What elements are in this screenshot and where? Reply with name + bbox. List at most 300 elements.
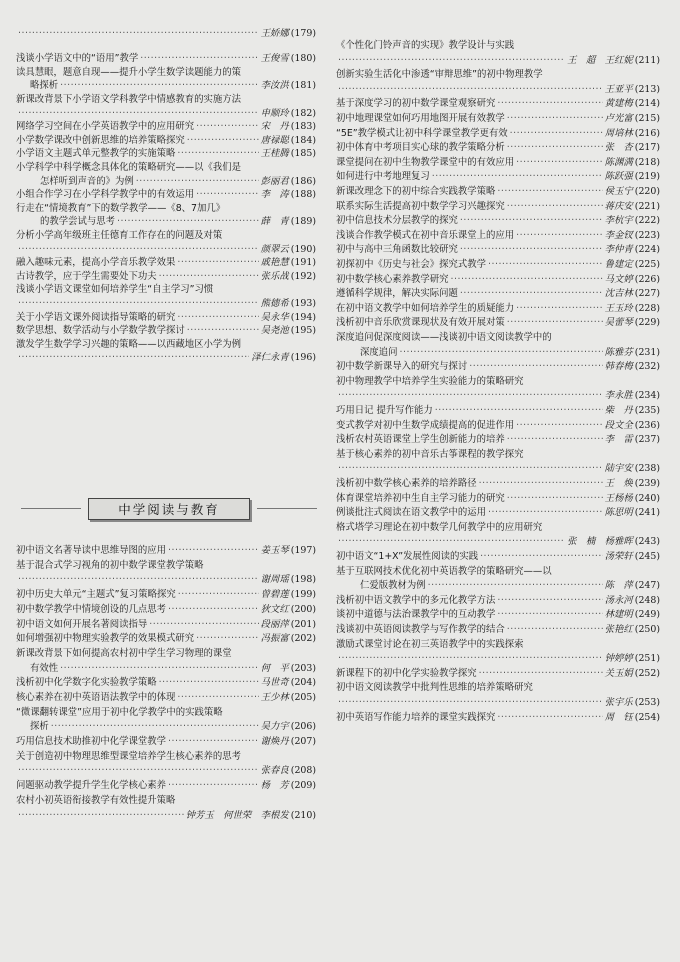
toc-entry	[336, 507, 660, 519]
entry-author: 姜玉琴	[260, 545, 289, 556]
entry-title: 浅谈小学语文中的“语用”教学	[16, 53, 139, 65]
dot-leader	[479, 668, 603, 680]
toc-line	[336, 288, 660, 300]
entry-title: 初中语文阅读教学中批判性思维的培养策略研究	[336, 682, 533, 694]
entry-title: 关于小学语文课外阅读指导策略的研究	[16, 311, 176, 323]
toc-entry	[16, 230, 316, 256]
entry-page: (204)	[290, 677, 316, 689]
entry-author: 颜翠云	[260, 243, 289, 255]
dot-leader	[196, 121, 259, 133]
dot-leader	[51, 721, 259, 733]
dot-leader	[435, 405, 603, 417]
toc-line	[336, 215, 660, 227]
toc-line	[16, 94, 316, 106]
entry-author: 王玉玲	[604, 302, 633, 314]
entry-author: 李永胜	[604, 390, 633, 402]
entry-title: 新课程下的初中化学实验教学探究	[336, 667, 477, 679]
dot-leader	[451, 274, 603, 286]
entry-author: 李金钗	[604, 229, 633, 241]
toc-line	[16, 148, 316, 160]
entry-page: (224)	[634, 244, 660, 256]
toc-entry	[16, 751, 316, 778]
entry-title: 小学科学中科学概念具体化的策略研究——以《我们是	[16, 162, 242, 173]
toc-line	[336, 390, 660, 402]
toc-line	[16, 325, 316, 337]
dot-leader	[168, 545, 259, 557]
entry-page: (199)	[290, 589, 316, 601]
entry-title: 融入趣味元素，提高小学音乐教学效果	[16, 257, 176, 269]
entry-page: (195)	[290, 325, 316, 337]
toc-line	[336, 230, 660, 242]
entry-title: “微课翻转课堂”应用于初中化学教学中的实践策略	[16, 706, 223, 718]
entry-title: 联系实际生活提高初中数学学习兴趣探究	[336, 200, 505, 212]
toc-entry	[16, 545, 316, 557]
entry-title: 初中数学新课导入的研究与探讨	[336, 361, 468, 373]
toc-line	[16, 736, 316, 748]
dot-leader	[140, 53, 258, 65]
entry-title: 农村小初英语衔接教学有效性提升策略	[16, 794, 176, 806]
dot-leader	[507, 113, 603, 125]
entry-author: 李杭宇	[604, 215, 633, 227]
dot-leader	[168, 736, 259, 748]
entry-author: 李 涛	[260, 189, 289, 201]
toc-line	[16, 135, 316, 147]
entry-author: 曾碧莲	[260, 589, 289, 601]
dot-leader	[338, 84, 603, 96]
entry-page: (216)	[634, 127, 660, 139]
toc-line	[16, 189, 316, 201]
entry-title: 初中信息技术分层教学的探究	[336, 215, 458, 227]
entry-page: (190)	[290, 243, 316, 255]
toc-entry	[16, 692, 316, 704]
toc-entry	[16, 707, 316, 734]
toc-entry	[336, 157, 660, 169]
entry-title: 初中与高中三角函数比较研究	[336, 244, 458, 256]
entry-page: (253)	[634, 696, 660, 708]
dot-leader	[18, 810, 184, 822]
toc-entry	[16, 26, 316, 40]
entry-author: 王俊雪	[260, 53, 289, 65]
toc-line	[336, 201, 660, 213]
entry-page: (241)	[634, 507, 660, 519]
toc-entry	[336, 128, 660, 140]
entry-author: 王少林	[260, 692, 289, 703]
entry-page: (231)	[634, 346, 660, 358]
entry-title: 在初中语文教学中如何培养学生的质疑能力	[336, 302, 515, 314]
toc-line	[16, 162, 316, 174]
toc-entry	[16, 780, 316, 792]
toc-entry	[16, 189, 316, 201]
toc-entry	[16, 339, 316, 365]
toc-entry	[16, 203, 316, 229]
toc-line	[16, 692, 316, 704]
entry-page: (189)	[290, 216, 316, 228]
entry-title: 基于混合式学习视角的初中数学课堂教学策略	[16, 559, 204, 571]
entry-page: (198)	[290, 574, 316, 586]
entry-page: (221)	[634, 200, 660, 212]
entry-author: 陈雅芬	[604, 346, 633, 358]
toc-entry	[336, 361, 660, 373]
dot-leader	[196, 189, 259, 201]
entry-author: 卢光富	[604, 113, 633, 124]
entry-page: (203)	[290, 662, 316, 674]
entry-title: 读具慧眼，题意自现——提升小学生数学读题能力的策	[16, 66, 242, 78]
dot-leader	[177, 257, 258, 269]
toc-entry	[336, 40, 660, 67]
entry-page: (191)	[290, 257, 316, 269]
entry-title: “5E”教学模式让初中科学课堂教学更有效	[336, 127, 508, 139]
toc-line	[336, 682, 660, 694]
entry-author: 周 钰	[604, 711, 633, 723]
entry-page: (182)	[290, 107, 316, 119]
entry-author: 吴力宇	[260, 721, 289, 733]
entry-author: 沈吉林	[604, 288, 633, 300]
toc-entry	[336, 201, 660, 213]
entry-title: 《个性化门铃声音的实现》教学设计与实践	[336, 40, 515, 51]
dot-leader	[480, 551, 603, 563]
entry-author: 段丽萍	[260, 618, 289, 630]
entry-page: (219)	[634, 171, 660, 183]
toc-entry	[336, 712, 660, 724]
toc-line	[336, 434, 660, 446]
dot-leader	[428, 580, 603, 592]
toc-line	[16, 352, 316, 364]
dot-leader	[18, 298, 259, 310]
toc-entry	[336, 566, 660, 593]
entry-page: (181)	[290, 80, 316, 92]
entry-author: 关玉娟	[604, 667, 633, 679]
toc-line	[16, 53, 316, 65]
entry-title: 初中体育中考项目实心球的教学策略分析	[336, 142, 505, 154]
dot-leader	[460, 288, 603, 300]
toc-entry	[336, 142, 660, 154]
entry-page: (220)	[634, 186, 660, 197]
toc-entry	[336, 668, 660, 680]
entry-page: (249)	[634, 609, 660, 621]
toc-entry	[336, 186, 660, 198]
entry-page: (243)	[634, 536, 660, 548]
dot-leader	[516, 157, 603, 169]
entry-title: 浅谈初中英语阅读教学与写作教学的结合	[336, 624, 505, 635]
entry-title: 浅析初中语文教学中的多元化教学方法	[336, 594, 496, 606]
toc-line	[16, 257, 316, 269]
entry-author: 唐禄聪	[260, 134, 289, 146]
entry-page: (239)	[634, 478, 660, 489]
entry-title: 巧用日记 提升写作能力	[336, 405, 433, 416]
dot-leader	[338, 55, 565, 67]
toc-entry	[336, 609, 660, 621]
entry-title: 巧用信息技术助推初中化学课堂教学	[16, 736, 167, 748]
toc-entry	[336, 98, 660, 110]
entry-title: 例谈批注式阅读在语文教学中的运用	[336, 507, 487, 519]
toc-line	[336, 551, 660, 563]
toc-line	[336, 274, 660, 286]
dot-leader	[18, 244, 259, 256]
toc-entry	[336, 259, 660, 271]
entry-title: 初中历史大单元“主题式”复习策略探究	[16, 589, 176, 601]
entry-title: 的教学尝试与思考	[40, 216, 116, 228]
toc-entry	[336, 274, 660, 286]
dot-leader	[338, 390, 603, 402]
entry-title: 问题驱动教学提升学生化学核心素养	[16, 780, 167, 792]
entry-page: (252)	[634, 667, 660, 679]
entry-title: 小组合作学习在小学科学教学中的有效运用	[16, 189, 195, 201]
toc-line	[16, 648, 316, 660]
entry-author: 汤永河	[604, 594, 633, 606]
toc-line	[16, 244, 316, 256]
entry-title: 新课改背景下小学语文学科教学中情感教育的实施方法	[16, 94, 242, 105]
toc-line	[336, 40, 660, 52]
entry-author: 张乐战	[260, 270, 289, 282]
toc-line	[336, 478, 660, 490]
entry-page: (186)	[290, 175, 316, 187]
entry-page: (185)	[290, 148, 316, 160]
toc-line	[336, 69, 660, 81]
entry-title: 浅析初中化学数字化实验教学策略	[16, 677, 157, 689]
entry-title: 初中数学教学中情境创设的几点思考	[16, 603, 167, 615]
toc-entry	[336, 434, 660, 446]
toc-entry	[16, 121, 316, 133]
toc-line	[336, 536, 660, 548]
entry-author: 申顺玲	[260, 107, 289, 119]
entry-page: (194)	[290, 311, 316, 323]
toc-line	[336, 449, 660, 461]
entry-author: 吴永华	[260, 311, 289, 323]
toc-line	[336, 186, 660, 198]
dot-leader	[507, 201, 603, 213]
entry-page: (235)	[634, 405, 660, 416]
toc-entry	[16, 53, 316, 65]
entry-author: 陈思明	[604, 507, 633, 519]
dot-leader	[338, 653, 603, 665]
toc-line	[336, 507, 660, 519]
entry-page: (234)	[634, 390, 660, 402]
entry-page: (210)	[290, 809, 316, 821]
toc-line	[16, 604, 316, 616]
entry-author: 林建明	[604, 609, 633, 621]
dot-leader	[177, 148, 258, 160]
toc-line	[336, 303, 660, 315]
toc-entry	[16, 604, 316, 616]
toc-line	[16, 28, 316, 40]
entry-page: (227)	[634, 288, 660, 300]
dot-leader	[168, 780, 259, 792]
toc-entry	[336, 478, 660, 490]
entry-author: 马世奇	[260, 677, 289, 689]
entry-title: 遵循科学规律，解决实际问题	[336, 288, 458, 300]
toc-entry	[16, 619, 316, 631]
entry-title: 深度追问促深度阅读——浅谈初中语文阅读教学中的	[336, 332, 552, 343]
toc-line	[16, 633, 316, 645]
entry-author: 熊德希	[260, 297, 289, 309]
entry-author: 王亚平	[604, 83, 633, 95]
section-heading	[88, 498, 250, 520]
entry-page: (218)	[634, 156, 660, 168]
entry-title: 激励式课堂讨论在初三英语教学中的实践探索	[336, 638, 524, 650]
toc-line	[16, 560, 316, 572]
dot-leader	[18, 108, 259, 120]
toc-line	[336, 463, 660, 475]
dot-leader	[177, 692, 258, 704]
entry-title: 如何进行中考地理复习	[336, 171, 430, 183]
toc-entry	[16, 795, 316, 822]
entry-title: 基于互联网技术优化初中英语教学的策略研究——以	[336, 565, 552, 577]
entry-page: (223)	[634, 229, 660, 241]
toc-line	[336, 98, 660, 110]
toc-line	[336, 420, 660, 432]
entry-title: 行走在“情境教育”下的数学教学——《8、7加几》	[16, 202, 226, 214]
toc-line	[336, 171, 660, 183]
toc-line	[336, 84, 660, 96]
entry-author: 李汝洪	[260, 80, 289, 92]
entry-title: 初中语文名著导读中思维导图的应用	[16, 545, 167, 556]
entry-page: (248)	[634, 594, 660, 606]
entry-author: 吴尧池	[260, 325, 289, 337]
entry-page: (179)	[290, 27, 316, 39]
toc-entry	[16, 633, 316, 645]
dot-leader	[18, 28, 259, 40]
entry-page: (211)	[634, 54, 660, 66]
toc-line	[16, 619, 316, 631]
toc-entry	[336, 69, 660, 96]
entry-page: (192)	[290, 270, 316, 282]
toc-line	[16, 298, 316, 310]
toc-entry	[336, 493, 660, 505]
entry-title: 初中语文如何开展名著阅读指导	[16, 618, 148, 630]
toc-entry	[336, 215, 660, 227]
entry-title: 小学语文主题式单元整教学的实施策略	[16, 148, 176, 160]
dot-leader	[60, 663, 259, 675]
toc-line	[336, 639, 660, 651]
toc-entry	[16, 312, 316, 324]
toc-line	[16, 751, 316, 763]
toc-line	[336, 347, 660, 359]
toc-line	[336, 128, 660, 140]
entry-author: 李仲青	[604, 244, 633, 256]
toc-line	[16, 677, 316, 689]
entry-page: (254)	[634, 711, 660, 723]
entry-title: 古诗教学，应于学生需要处下功夫	[16, 270, 157, 282]
toc-entry	[16, 648, 316, 675]
toc-entry	[16, 736, 316, 748]
entry-author: 泽仁永青	[251, 352, 289, 364]
toc-line	[16, 663, 316, 675]
entry-title: 创新实验生活化中渗透“审辩思维”的初中物理教学	[336, 69, 543, 81]
entry-author: 张 杏	[604, 142, 633, 154]
dot-leader	[488, 259, 603, 271]
toc-line	[336, 55, 660, 67]
toc-entry	[16, 325, 316, 337]
entry-title: 初中数学核心素养教学研究	[336, 273, 449, 285]
entry-page: (228)	[634, 302, 660, 314]
entry-title: 基于核心素养的初中音乐古筝课程的教学探究	[336, 448, 524, 460]
toc-line	[16, 230, 316, 242]
dot-leader	[497, 186, 602, 198]
entry-title: 小学数学课改中创新思维的培养策略探究	[16, 134, 185, 146]
entry-page: (247)	[634, 580, 660, 592]
entry-page: (183)	[290, 121, 316, 133]
dot-leader	[479, 478, 603, 490]
toc-entry	[336, 332, 660, 359]
entry-author: 冯振富	[260, 633, 289, 645]
toc-line	[336, 244, 660, 256]
dot-leader	[460, 215, 603, 227]
toc-entry	[336, 639, 660, 666]
dot-leader	[338, 536, 565, 548]
dot-leader	[460, 244, 603, 256]
dot-leader	[168, 604, 259, 616]
entry-author: 陈 萍	[604, 580, 633, 592]
toc-entry	[336, 317, 660, 329]
entry-author: 张宇乐	[604, 696, 633, 708]
entry-author: 侯玉宁	[604, 186, 633, 197]
entry-author: 陈跃强	[604, 171, 633, 183]
dot-leader	[18, 574, 259, 586]
entry-page: (251)	[634, 653, 660, 665]
entry-page: (236)	[634, 419, 660, 431]
entry-title: 初中语文“1+X”发展性阅读的实践	[336, 551, 479, 562]
entry-page: (222)	[634, 215, 660, 227]
toc-line	[16, 589, 316, 601]
toc-entry	[336, 113, 660, 125]
toc-line	[336, 332, 660, 344]
entry-page: (200)	[290, 603, 316, 615]
entry-title: 深度追问	[360, 346, 398, 358]
toc-entry	[336, 449, 660, 476]
entry-page: (184)	[290, 134, 316, 146]
entry-page: (193)	[290, 297, 316, 309]
toc-line	[16, 121, 316, 133]
toc-line	[336, 712, 660, 724]
toc-line	[336, 376, 660, 388]
toc-entry	[16, 148, 316, 160]
entry-author: 张艳红	[604, 624, 633, 635]
entry-author: 周培林	[604, 127, 633, 139]
entry-page: (240)	[634, 492, 660, 504]
toc-line	[336, 405, 660, 417]
dot-leader	[516, 230, 603, 242]
entry-author: 王 超 王红妮	[567, 54, 633, 66]
entry-title: 怎样听到声音的》为例	[40, 175, 134, 187]
entry-page: (209)	[290, 780, 316, 792]
entry-page: (214)	[634, 98, 660, 110]
entry-page: (215)	[634, 113, 660, 124]
dot-leader	[60, 80, 259, 92]
entry-title: 初中英语写作能力培养的课堂实践探究	[336, 711, 496, 723]
entry-author: 李 雷	[604, 434, 633, 446]
entry-page: (201)	[290, 618, 316, 630]
entry-page: (202)	[290, 633, 316, 645]
entry-title: 谈初中道德与法治课教学中的互动教学	[336, 609, 496, 621]
toc-entry	[16, 589, 316, 601]
toc-line	[336, 113, 660, 125]
toc-line	[16, 67, 316, 79]
dot-leader	[507, 142, 603, 154]
entry-page: (237)	[634, 434, 660, 446]
entry-author: 戚艳慧	[260, 257, 289, 269]
entry-title: 探析	[30, 721, 49, 733]
toc-entry	[336, 171, 660, 183]
entry-title: 仁爱版教材为例	[360, 580, 426, 592]
toc-line	[16, 810, 316, 822]
entry-author: 王娇娜	[260, 27, 289, 39]
entry-title: 网络学习空间在小学英语教学中的应用研究	[16, 121, 195, 133]
entry-page: (232)	[634, 361, 660, 373]
toc-line	[336, 361, 660, 373]
toc-line	[336, 580, 660, 592]
toc-line	[16, 721, 316, 733]
entry-title: 浅析初中数学核心素养的培养路径	[336, 478, 477, 489]
